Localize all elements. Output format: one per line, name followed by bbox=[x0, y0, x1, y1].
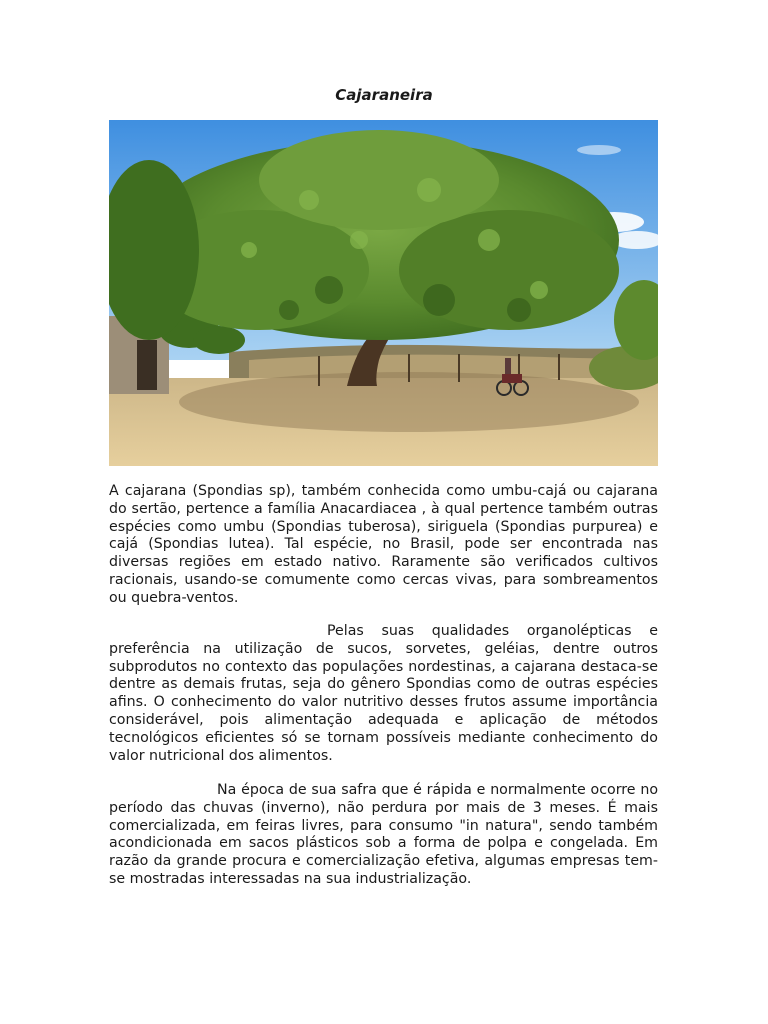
paragraph-qualities-text: Pelas suas qualidades organolépticas e preferência na utilização de sucos, sorvetes, geléias, dentre outros subprodutos no contexto das populações nordestinas, a cajarana destaca-se dentre as demais frutas, seja do gênero Spondias como de outras espécies afins. O conhecimento do valor nutritivo desses frutos assume importância considerável, pois alimentação adequada e aplicação de métodos tecnológicos eficientes só se tornam possíveis mediante conhecimento do valor nutricional dos alimentos. bbox=[109, 623, 658, 764]
tree-photo bbox=[109, 120, 658, 466]
paragraph-intro: A cajarana (Spondias sp), também conhecida como umbu-cajá ou cajarana do sertão, pertence a família Anacardiacea , à qual pertence também outras espécies como umbu (Spondias tuberosa), siriguela (Spondias purpurea) e cajá (Spondias lutea). Tal espécie, no Brasil, pode ser encontrada nas diversas regiões em estado nativo. Raramente são verificados cultivos racionais, usando-se comumente como cercas vivas, para sombreamentos ou quebra-ventos. bbox=[109, 483, 658, 606]
paragraph-harvest-text: Na época de sua safra que é rápida e normalmente ocorre no período das chuvas (inverno), não perdura por mais de 3 meses. É mais comercializada, em feiras livres, para consumo "in natura", sendo também acondicionada em sacos plásticos sob a forma de polpa e congelada. Em razão da grande procura e comercialização efetiva, algumas empresas tem-se mostradas interessadas na sua industrialização. bbox=[109, 782, 658, 887]
cajaraneira-tree-illustration bbox=[109, 120, 658, 466]
paragraph-qualities bbox=[109, 623, 658, 765]
paragraph-harvest bbox=[109, 782, 658, 889]
page-title: Cajaraneira bbox=[335, 86, 433, 104]
